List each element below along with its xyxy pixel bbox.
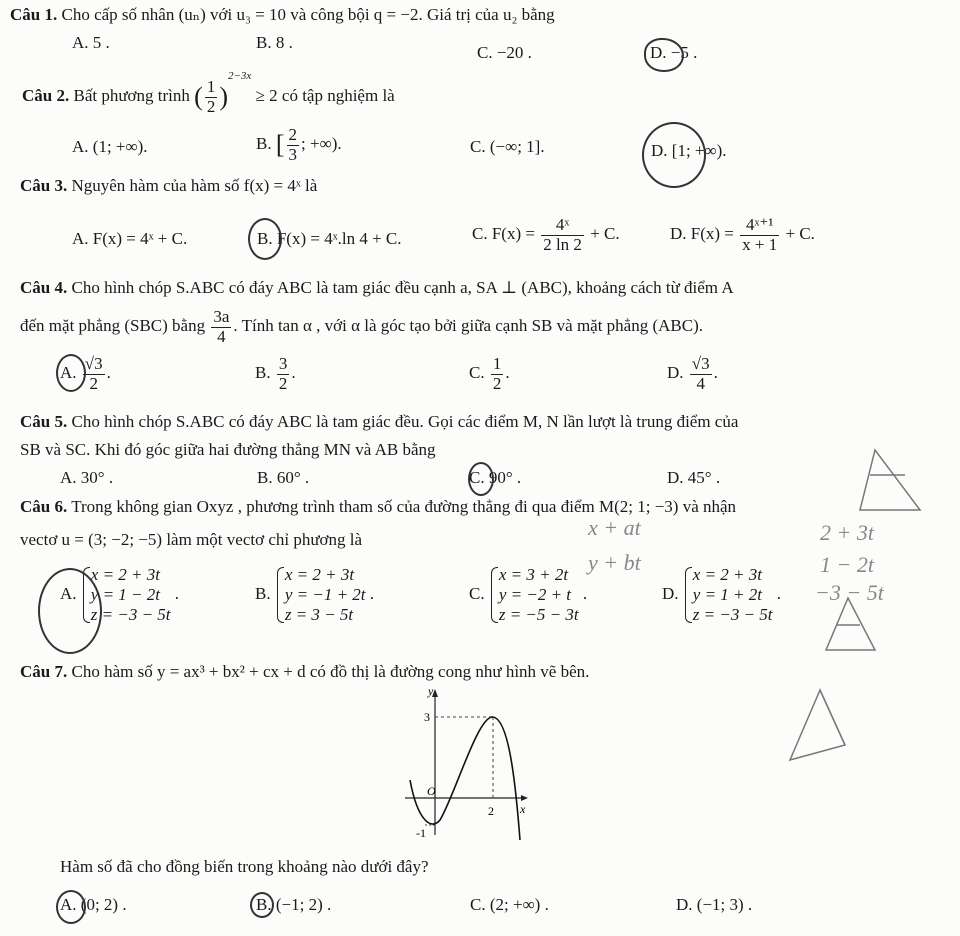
q2-option-a[interactable]: A. (1; +∞). <box>72 137 148 156</box>
q7-a-value: (0; 2) . <box>80 895 127 914</box>
q4-option-b[interactable]: B. $\frac{3}{2}$ . <box>255 354 296 393</box>
q1-option-d[interactable]: D. −5 . <box>650 43 698 62</box>
q4-c-den: 2 <box>492 373 502 393</box>
q2-option-d[interactable]: D. [1; +∞). <box>651 141 727 160</box>
note-m3-5t: −3 − 5t <box>815 580 884 605</box>
q5-option-c[interactable]: C. 90° . <box>469 468 522 487</box>
q7-c-value: (2; +∞) . <box>489 895 549 914</box>
q2-label: Câu 2. <box>22 86 70 105</box>
q3-c-pre: C. F(x) = <box>472 224 535 244</box>
q3-option-d[interactable] <box>670 216 815 254</box>
q3-text: Nguyên hàm của hàm số f(x) = 4ˣ là <box>71 176 318 195</box>
q5-text1: Cho hình chóp S.ABC có đáy ABC là tam giác đều. Gọi các điểm M, N lần lượt là trung điểm của <box>71 412 739 431</box>
answer-mark-q2 <box>642 122 706 188</box>
q6-c-x: x = 3 + 2t <box>498 565 569 584</box>
q6-b-y: y = −1 + 2t <box>284 585 366 604</box>
q4-option-a[interactable]: A. $\frac{√3}{2}$ . <box>60 354 111 393</box>
note-1-2t: 1 − 2t <box>820 552 874 577</box>
graph-x-arrow <box>521 795 528 801</box>
q2-stem: Câu 2. Bất phương trình ( $\frac{1}{2}$ )$^{2-3x}$ ≥ 2 có tập nghiệm là <box>22 70 395 116</box>
q3-option-b[interactable]: B. F(x) = 4ˣ.ln 4 + C. <box>257 229 402 248</box>
q4-d-den: 4 <box>696 373 705 393</box>
q3-c-post: + C. <box>590 224 620 244</box>
q3-c-den: 2 ln 2 <box>543 234 582 254</box>
q4-b-num: 3 <box>278 354 288 373</box>
q1-stem <box>10 5 555 25</box>
q3-option-a[interactable]: A. F(x) = 4ˣ + C. <box>72 229 188 248</box>
graph-origin: O <box>427 784 436 798</box>
graph-tick-minus1: -1 <box>416 826 426 840</box>
q7-d-value: (−1; 3) . <box>696 895 753 914</box>
q6-b-z: z = 3 − 5t <box>284 605 354 624</box>
answer-mark-q1 <box>644 38 684 72</box>
answer-mark-q7-a <box>56 890 86 924</box>
graph-tick-3: 3 <box>424 710 430 724</box>
q1-option-a[interactable]: A. 5 . <box>72 33 110 52</box>
graph-tick-2: 2 <box>488 804 494 818</box>
note-2-3t: 2 + 3t <box>820 520 874 545</box>
q3-option-c[interactable] <box>472 216 620 254</box>
q6-b-x: x = 2 + 3t <box>284 565 355 584</box>
q4-frac-num: 3a <box>213 307 230 326</box>
q4-a-num: √3 <box>84 354 103 373</box>
q7-b-value: (−1; 2) . <box>275 895 332 914</box>
answer-mark-q6 <box>38 568 102 654</box>
q4-text1: Cho hình chóp S.ABC có đáy ABC là tam giác đều cạnh a, SA ⊥ (ABC), khoảng cách từ điểm A <box>71 278 734 297</box>
q4-stem-line1 <box>20 278 734 298</box>
q5-option-d[interactable]: D. 45° . <box>667 468 721 487</box>
q2-option-c[interactable]: C. (−∞; 1]. <box>470 137 545 156</box>
q5-stem-line2: SB và SC. Khi đó góc giữa hai đường thẳng MN và AB bằng <box>20 440 436 459</box>
q1-option-b[interactable]: B. 8 . <box>256 33 293 52</box>
q1-text: Cho cấp số nhân (uₙ) với u₃ = 10 và công bội q = −2. Giá trị của u₂ bằng <box>61 5 555 24</box>
answer-mark-q7-b <box>250 892 274 918</box>
graph-y-label: y <box>428 685 434 698</box>
q6-text1: Trong không gian Oxyz , phương trình tham số của đường thẳng đi qua điểm M(2; 1; −3) và nhận <box>71 497 737 516</box>
q5-option-b[interactable]: B. 60° . <box>257 468 310 487</box>
q4-label: Câu 4. <box>20 278 68 297</box>
q7-label: Câu 7. <box>20 662 68 681</box>
graph-x-label: x <box>520 802 526 816</box>
q6-a-z: z = −3 − 5t <box>90 605 171 624</box>
q6-option-d[interactable]: D. x = 2 + 3t y = 1 + 2t z = −3 − 5t . <box>662 565 782 624</box>
q6-label: Câu 6. <box>20 497 68 516</box>
q4-a-den: 2 <box>89 373 98 393</box>
q6-option-c[interactable]: C. x = 3 + 2t y = −2 + t z = −5 − 3t . <box>469 565 588 624</box>
q6-c-z: z = −5 − 3t <box>498 605 579 624</box>
q2-b-den: 3 <box>288 144 298 164</box>
q7-option-a[interactable]: A. (0; 2) . <box>60 895 127 914</box>
q3-d-post: + C. <box>785 224 815 244</box>
q4-option-c[interactable]: C. $\frac{1}{2}$ . <box>469 354 510 393</box>
q6-option-b[interactable]: B. x = 2 + 3t y = −1 + 2t z = 3 − 5t . <box>255 565 375 624</box>
q1-label: Câu 1. <box>10 5 58 24</box>
q6-a-y: y = 1 − 2t <box>90 585 160 604</box>
q6-d-y: y = 1 + 2t <box>692 585 762 604</box>
q2-b-label: B. <box>256 134 272 154</box>
q6-d-x: x = 2 + 3t <box>692 565 762 584</box>
note-pyramid <box>790 690 845 760</box>
q7-option-b[interactable]: B. (−1; 2) . <box>256 895 332 914</box>
q7-text: Cho hàm số y = ax³ + bx² + cx + d có đồ thị là đường cong như hình vẽ bên. <box>71 662 590 681</box>
q4-c-num: 1 <box>492 354 502 373</box>
q1-option-c[interactable]: C. −20 . <box>477 43 532 62</box>
q2-exponent: 2−3x <box>228 70 252 82</box>
q3-stem <box>20 176 317 196</box>
q3-d-den: x + 1 <box>742 234 778 254</box>
answer-mark-q4 <box>56 354 86 392</box>
q3-d-num: 4ˣ⁺¹ <box>740 216 779 236</box>
q3-c-num: 4ˣ <box>541 216 584 236</box>
q6-a-x: x = 2 + 3t <box>90 565 160 584</box>
q3-d-pre: D. F(x) = <box>670 224 734 244</box>
note-triangle-1 <box>860 450 920 510</box>
q2-b-post: ; +∞). <box>301 134 342 154</box>
q2-base-num: 1 <box>206 76 216 96</box>
note-triangle-2 <box>826 598 875 650</box>
q7-question: Hàm số đã cho đồng biến trong khoảng nào dưới đây? <box>60 857 429 876</box>
q7-option-d[interactable]: D. (−1; 3) . <box>676 895 753 914</box>
note-y-bt: y + bt <box>588 550 641 575</box>
q4-d-num: √3 <box>691 354 710 373</box>
q2-b-num: 2 <box>288 125 298 144</box>
q4-text2-pre: đến mặt phẳng (SBC) bằng <box>20 316 206 336</box>
q2-base-den: 2 <box>206 96 216 116</box>
q6-d-z: z = −3 − 5t <box>692 605 773 624</box>
q4-stem-line2 <box>20 308 703 346</box>
note-x-at: x + at <box>588 515 641 540</box>
q5-option-a[interactable]: A. 30° . <box>60 468 114 487</box>
q5-label: Câu 5. <box>20 412 68 431</box>
q4-b-den: 2 <box>278 373 288 393</box>
q4-text2-post: . Tính tan α , với α là góc tạo bởi giữa cạnh SB và mặt phẳng (ABC). <box>233 316 704 336</box>
margin-notes <box>480 400 960 780</box>
q6-c-y: y = −2 + t <box>498 585 572 604</box>
q3-label: Câu 3. <box>20 176 68 195</box>
q2-text-pre: Bất phương trình <box>73 86 190 105</box>
answer-mark-q3 <box>248 218 282 260</box>
q2-text-post: ≥ 2 có tập nghiệm là <box>255 86 395 105</box>
q7-option-c[interactable]: C. (2; +∞) . <box>470 895 549 914</box>
q6-stem-line2: vectơ u = (3; −2; −5) làm một vectơ chỉ phương là <box>20 530 363 549</box>
q2-option-b[interactable]: B. [ $\frac{2}{3}$ ; +∞). <box>256 125 342 164</box>
note-pyramid-edge <box>820 690 845 745</box>
q6-option-a[interactable]: A. x = 2 + 3t y = 1 − 2t z = −3 − 5t . <box>60 565 180 624</box>
q4-frac-den: 4 <box>217 326 226 346</box>
q4-option-d[interactable]: D. $\frac{√3}{4}$ . <box>667 354 718 393</box>
